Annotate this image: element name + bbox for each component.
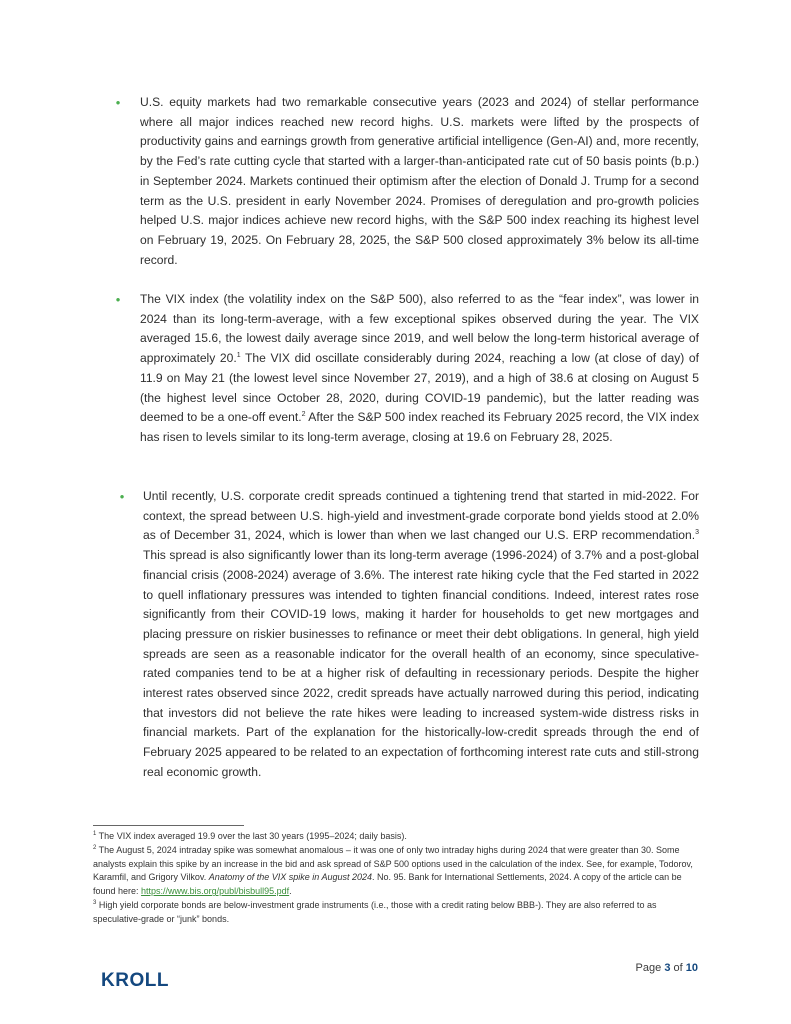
bullet-marker: •: [119, 489, 125, 504]
bis-article-link[interactable]: https://www.bis.org/publ/bisbull95.pdf: [141, 886, 290, 897]
bullet-marker: •: [115, 292, 121, 307]
footnote-ref-3[interactable]: 3: [695, 529, 699, 537]
bullet-paragraph-credit-spreads: Until recently, U.S. corporate credit spreads continued a tightening trend that started in mid-2022. For context, the spread between U.S. high-yield and investment-grade corporate bond yields stood at 2.0% as of December 31, 2024, which is lower than when we last changed our U.S. ERP recommendation.$^3$ This spread is also significantly lower than its long-term average (1996-2024) of 3.7% and a post-global financial crisis (2008-2024) average of 3.6%. The interest rate hiking cycle that the Fed started in 2022 to quell inflationary pressures was intended to tighten financial conditions. Indeed, interest rates rose significantly from their COVID-19 lows, making it harder for households to get new mortgages and placing pressure on riskier businesses to refinance or meet their debt obligations. In general, high yield spreads are seen as a reasonable indicator for the overall health of an economy, since speculative-rated companies tend to be at a higher risk of defaulting in recessionary periods. Despite the higher interest rates observed since 2022, credit spreads have actually narrowed during this period, indicating that investors did not believe the rate hikes were leading to increased system-wide distress risks in financial markets. Part of the explanation for the historically-low-credit spreads through the end of February 2025 appeared to be related to an expectation of forthcoming interest rate cuts and still-strong real economic growth.: [143, 489, 699, 779]
kroll-logo: [101, 967, 171, 991]
footnote-ref-2[interactable]: 2: [301, 411, 306, 419]
footnote-3: $^3$ High yield corporate bonds are below-investment grade instruments (i.e., those with a credit rating below BBB-). They are also referred to as speculative-grade or “junk” bonds.: [93, 900, 657, 924]
footnote-divider: [93, 825, 244, 826]
bullet-paragraph-equity: U.S. equity markets had two remarkable consecutive years (2023 and 2024) of stellar performance where all major indices reached new record highs. U.S. markets were lifted by the prospects of productivity gains and earnings growth from generative artificial intelligence (Gen-AI) and, more recently, by the Fed’s rate cutting cycle that started with a larger-than-anticipated rate cut of 50 basis points (b.p.) in September 2024. Markets continued their optimism after the election of Donald J. Trump for a second term as the U.S. president in early November 2024. Promises of deregulation and pro-growth policies helped U.S. major indices achieve new record highs, with the S&P 500 index reaching its highest level on February 19, 2025. On February 28, 2025, the S&P 500 closed approximately 3% below its all-time record.: [140, 95, 699, 267]
page-number: Page 3 of 10: [635, 962, 698, 974]
bullet-marker: •: [115, 95, 121, 110]
kroll-logo-text: KROLL: [101, 970, 169, 991]
footnote-ref-1[interactable]: 1: [236, 352, 241, 360]
footnote-1: $^1$ The VIX index averaged 19.9 over the last 30 years (1995–2024; daily basis).: [93, 831, 407, 841]
footnote-2: $^2$ The August 5, 2024 intraday spike was somewhat anomalous – it was one of only two intraday highs during 2024 that were greater than 30. Some analysts explain this spike by an increase in the bid and ask spread of S&P 500 options used in the calculation of the index. See, for example, Todorov, Karamfil, and Grigory Vilkov. Anatomy of the VIX spike in August 2024. No. 95. Bank for International Settlements, 2024. A copy of the article can be found here: https://www.bis.org/publ/bisbull95.pdf.: [93, 845, 693, 897]
bullet-paragraph-vix: The VIX index (the volatility index on the S&P 500), also referred to as the “fear index”, was lower in 2024 than its long-term-average, with a few exceptional spikes observed during the year. The VIX averaged 15.6, the lowest daily average since 2019, and well below the long-term historical average of approximately 20.$^1$ The VIX did oscillate considerably during 2024, reaching a low (at close of day) of 11.9 on May 21 (the lowest level since November 27, 2019), and a high of 38.6 at closing on August 5 (the highest level since October 28, 2020, during COVID-19 pandemic), but the latter reading was deemed to be a one-off event.$^2$ After the S&P 500 index reached its February 2025 record, the VIX index has risen to levels similar to its long-term average, closing at 19.6 on February 28, 2025.: [140, 292, 699, 444]
